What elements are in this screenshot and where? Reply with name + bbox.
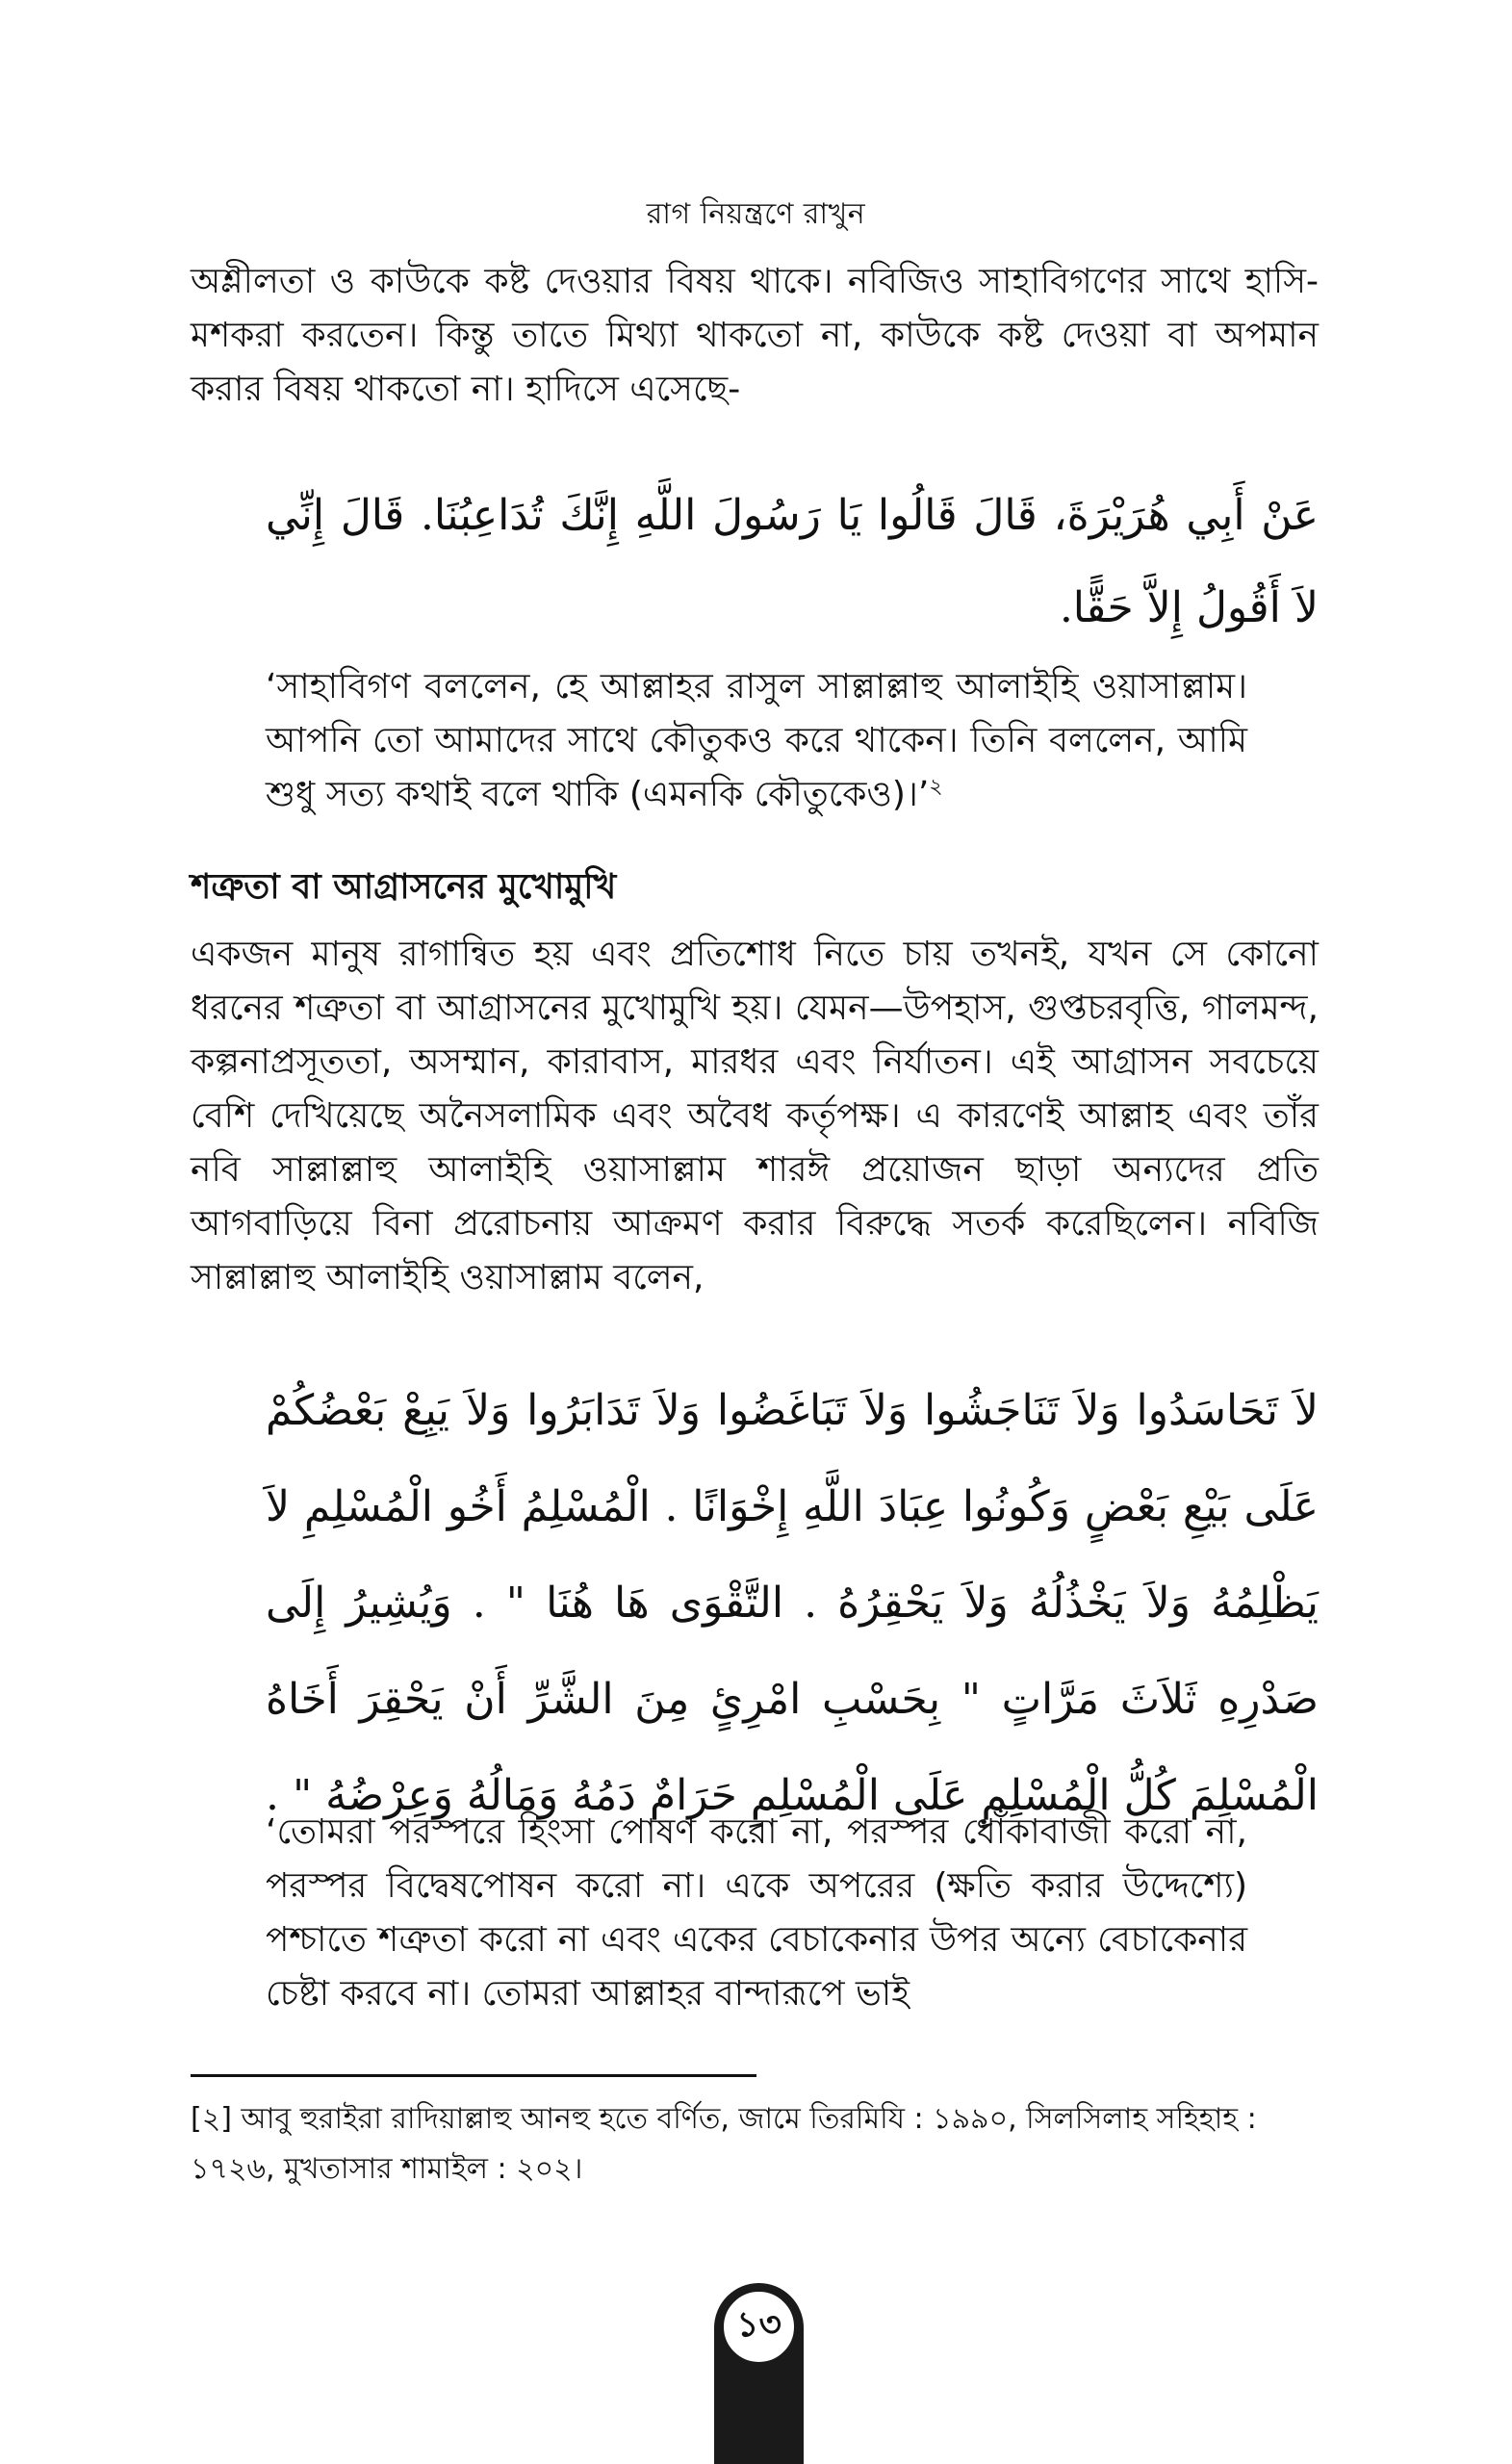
footnote-divider (191, 2074, 756, 2077)
arabic-hadith-1: عَنْ أَبِي هُرَيْرَةَ، قَالَ قَالُوا يَا رَسُولَ اللَّهِ إِنَّكَ تُدَاعِبُنَا. قَالَ إِنِّي لاَ أَقُولُ إِلاَّ حَقًّا. (266, 491, 1319, 632)
intro-paragraph: অশ্লীলতা ও কাউকে কষ্ট দেওয়ার বিষয় থাকে। নবিজিও সাহাবিগণের সাথে হাসি-মশকরা করতেন। কিন্তু তাতে মিথ্যা থাকতো না, কাউকে কষ্ট দেওয়া বা অপমান করার বিষয় থাকতো না। হাদিসে এসেছে- (191, 262, 1319, 409)
running-header: রাগ নিয়ন্ত্রণে রাখুন (646, 197, 866, 231)
footnote-marker: [২] (191, 2102, 232, 2136)
hadith-translation-1 (266, 660, 1247, 822)
section-paragraph: একজন মানুষ রাগান্বিত হয় এবং প্রতিশোধ নিতে চায় তখনই, যখন সে কোনো ধরনের শত্রুতা বা আগ্রাসনের মুখোমুখি হয়। যেমন—উপহাস, গুপ্তচরবৃত্তি, গালমন্দ, কল্পনাপ্রসূততা, অসম্মান, কারাবাস, মারধর এবং নির্যাতন। এই আগ্রাসন সবচেয়ে বেশি দেখিয়েছে অনৈসলামিক এবং অবৈধ কর্তৃপক্ষ। এ কারণেই আল্লাহ এবং তাঁর নবি সাল্লাল্লাহু আলাইহি ওয়াসাল্লাম শারঈ প্রয়োজন ছাড়া অন্যদের প্রতি আগবাড়িয়ে বিনা প্ররোচনায় আক্রমণ করার বিরুদ্ধে সতর্ক করেছিলেন। নবিজি সাল্লাল্লাহু আলাইহি ওয়াসাল্লাম বলেন, (191, 935, 1319, 1297)
arabic-hadith-2: لاَ تَحَاسَدُوا وَلاَ تَنَاجَشُوا وَلاَ تَبَاغَضُوا وَلاَ تَدَابَرُوا وَلاَ يَبِعْ بَعْضُكُمْ عَلَى بَيْعِ بَعْضٍ وَكُونُوا عِبَادَ اللَّهِ إِخْوَانًا . الْمُسْلِمُ أَخُو الْمُسْلِمِ لاَ يَظْلِمُهُ وَلاَ يَخْذُلُهُ وَلاَ يَحْقِرُهُ . التَّقْوَى هَا هُنَا " . وَيُشِيرُ إِلَى صَدْرِهِ ثَلاَثَ مَرَّاتٍ " بِحَسْبِ امْرِئٍ مِنَ الشَّرِّ أَنْ يَحْقِرَ أَخَاهُ الْمُسْلِمَ كُلُّ الْمُسْلِمِ عَلَى الْمُسْلِمِ حَرَامٌ دَمُهُ وَمَالُهُ وَعِرْضُهُ " . (265, 1386, 1319, 1820)
hadith-translation-2: ‘তোমরা পরস্পরে হিংসা পোষণ করো না, পরস্পর ধোঁকাবাজী করো না, পরস্পর বিদ্বেষপোষন করো না। একে অপরের (ক্ষতি করার উদ্দেশ্যে) পশ্চাতে শত্রুতা করো না এবং একের বেচাকেনার উপর অন্যে বেচাকেনার চেষ্টা করবে না। তোমরা আল্লাহর বান্দারূপে ভাই (266, 1812, 1247, 2014)
footnote-text: আবু হুরাইরা রাদিয়াল্লাহু আনহু হতে বর্ণিত, জামে তিরমিযি : ১৯৯০, সিলসিলাহ সহিহাহ : ১৭২৬, মুখতাসার শামাইল : ২০২। (191, 2102, 1257, 2186)
footnote (191, 2094, 1319, 2194)
page-number: ১৩ (721, 2289, 797, 2365)
footnote-reference: ২ (929, 775, 943, 799)
translation-1-text: ‘সাহাবিগণ বললেন, হে আল্লাহর রাসুল সাল্লাল্লাহু আলাইহি ওয়াসাল্লাম। আপনি তো আমাদের সাথে কৌতুকও করে থাকেন। তিনি বললেন, আমি শুধু সত্য কথাই বলে থাকি (এমনকি কৌতুকেও)।’ (266, 667, 1247, 814)
section-heading: শত্রুতা বা আগ্রাসনের মুখোমুখি (191, 867, 617, 907)
